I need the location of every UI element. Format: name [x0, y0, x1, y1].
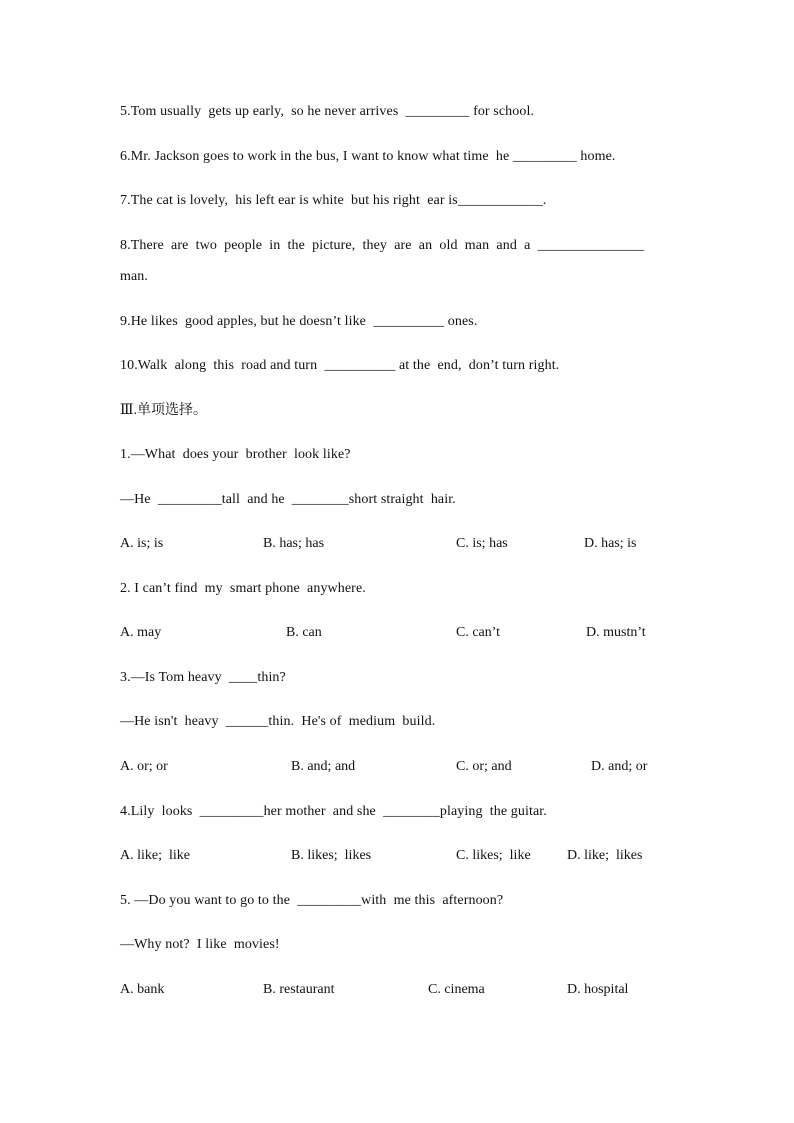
- mc-question-1-response: —He _________tall and he ________short straight hair.: [120, 492, 456, 507]
- question-10-text: 10.Walk along this road and turn __________ at the end, don’t turn right.: [120, 358, 560, 373]
- mc-question-2-option-d: D. mustn’t: [586, 625, 646, 640]
- question-9-text: 9.He likes good apples, but he doesn’t like __________ ones.: [120, 314, 478, 329]
- mc-question-1-option-b: B. has; has: [263, 536, 325, 551]
- mc-question-5-option-b: B. restaurant: [263, 982, 335, 997]
- question-6-text: 6.Mr. Jackson goes to work in the bus, I want to know what time he _________ home.: [120, 149, 616, 164]
- mc-question-1-option-c: C. is; has: [456, 536, 508, 551]
- mc-question-4-option-d: D. like; likes: [567, 848, 643, 863]
- mc-question-2-option-b: B. can: [286, 625, 322, 640]
- mc-question-5-option-a: A. bank: [120, 982, 165, 997]
- mc-question-5-option-c: C. cinema: [428, 982, 485, 997]
- mc-question-3-option-b: B. and; and: [291, 759, 356, 774]
- mc-question-3-option-c: C. or; and: [456, 759, 512, 774]
- mc-question-3-response: —He isn't heavy ______thin. He's of medium build.: [120, 714, 436, 729]
- mc-question-5-prompt: 5. —Do you want to go to the _________with me this afternoon?: [120, 893, 504, 908]
- mc-question-2-prompt: 2. I can’t find my smart phone anywhere.: [120, 581, 366, 596]
- mc-question-3-prompt: 3.—Is Tom heavy ____thin?: [120, 670, 286, 685]
- mc-question-1-option-a: A. is; is: [120, 536, 164, 551]
- mc-question-5-option-d: D. hospital: [567, 982, 629, 997]
- mc-question-1-option-d: D. has; is: [584, 536, 637, 551]
- mc-question-3-option-a: A. or; or: [120, 759, 168, 774]
- question-7-text: 7.The cat is lovely, his left ear is white but his right ear is____________.: [120, 193, 547, 208]
- mc-question-4-option-b: B. likes; likes: [291, 848, 372, 863]
- mc-question-4-option-c: C. likes; like: [456, 848, 531, 863]
- mc-question-5-response: —Why not? I like movies!: [120, 937, 280, 952]
- question-8-text-continued: man.: [120, 269, 149, 284]
- mc-question-4-option-a: A. like; like: [120, 848, 190, 863]
- mc-question-2-option-a: A. may: [120, 625, 162, 640]
- question-5-text: 5.Tom usually gets up early, so he never arrives _________ for school.: [120, 104, 535, 119]
- mc-question-1-prompt: 1.—What does your brother look like?: [120, 447, 351, 462]
- mc-question-2-option-c: C. can’t: [456, 625, 501, 640]
- section-heading: Ⅲ.单项选择。: [120, 403, 208, 418]
- question-8-text: 8.There are two people in the picture, they are an old man and a _______________: [120, 238, 645, 253]
- mc-question-4-prompt: 4.Lily looks _________her mother and she ________playing the guitar.: [120, 804, 547, 819]
- mc-question-3-option-d: D. and; or: [591, 759, 648, 774]
